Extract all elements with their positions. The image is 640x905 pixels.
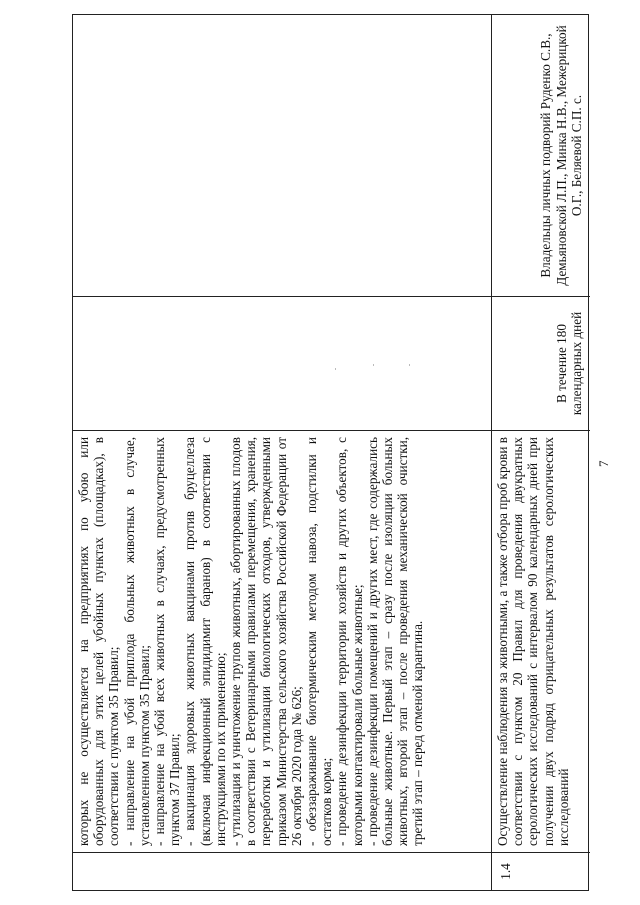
scan-speck [335, 368, 336, 370]
measure-paragraph: - направление на убой всех животных в случаях, предусмотренных пунктом 37 Правил; [152, 437, 183, 846]
responsible-cell [73, 15, 491, 297]
measures-text-cell [73, 431, 491, 853]
measures-text-cell [492, 431, 590, 853]
measure-paragraph: - проведение дезинфекции территории хозяйств и других объектов, с которыми контактировали больные животные; [334, 437, 365, 846]
measure-paragraph: которых не осуществляется на предприятиях по убою или оборудованных для этих целей убойных пунктах (площадках), в соответствии с пунктом 35 Правил; [76, 437, 122, 846]
scan-speck [373, 364, 374, 366]
page-number: 7 [596, 460, 611, 467]
term-cell [492, 297, 590, 431]
responsible-cell [492, 15, 590, 297]
measure-paragraph: Осуществление наблюдения за животными, а также отбора проб крови в соответствии с пунктом 20 Правил для проведения двукратных серологических исследований с интервалом 90 календарных дней при получении двух подряд отрицательных результатов серологических исследований [495, 437, 571, 846]
measure-paragraph: - направление на убой приплода больных животных в случае, установленном пунктом 35 Правил; [121, 437, 152, 846]
measure-paragraph: - проведение дезинфекции помещений и других мест, где содержались больные животные. Первый этап – сразу после изоляции больных животных, второй этап – после проведения механической очистки, третий этап – перед отменой карантина. [364, 437, 426, 846]
table-row [491, 15, 590, 890]
row-number-cell: 1.4 [498, 863, 513, 880]
row-number-cell [73, 853, 491, 890]
term-text: В течение 180 календарных дней [553, 311, 584, 416]
responsible-text: Владельцы личных подворий Руденко С.В., Демьяновской Л.П., Минка Н.В., Межерицкой О.Г., Беляевой С.П. с. [538, 25, 584, 286]
term-cell [73, 297, 491, 431]
measures-table [72, 14, 589, 891]
measure-paragraph: - утилизация и уничтожение трупов животных, абортированных плодов в соответствии с Ветеринарными правилами перемещения, хранения, переработки и утилизации биологических отходов, утвержденными приказом Министерства сельского хозяйства Российской Федерации от 26 октября 2020 года № 626; [228, 437, 304, 846]
measure-paragraph: - вакцинация здоровых животных вакцинами против бруцеллеза (включая инфекционный эпидидимит баранов) в соответствии с инструкциями по их применению; [182, 437, 228, 846]
measure-paragraph: - обеззараживание биотермическим методом навоза, подстилки и остатков корма; [304, 437, 335, 846]
table-row [73, 15, 491, 890]
scan-speck [409, 364, 410, 366]
